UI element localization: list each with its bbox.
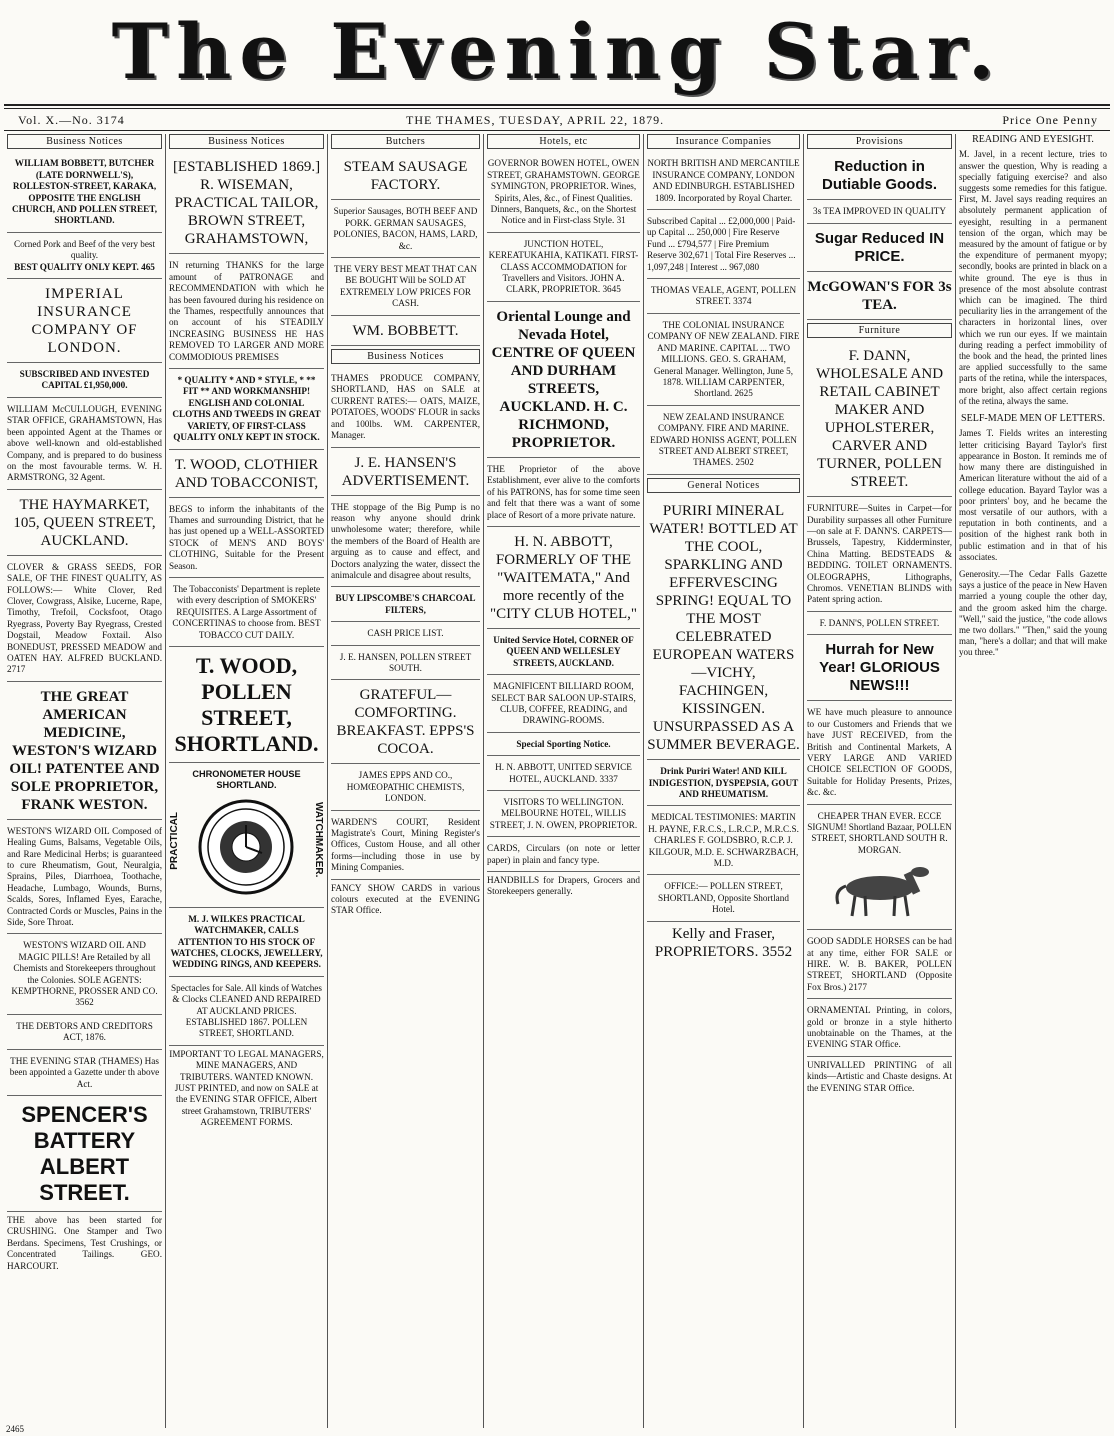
ad-ornamental-printing: ORNAMENTAL Printing, in colors, gold or bronze in a style hitherto unobtainable on the Thames, at the EVENING STAR Office. bbox=[807, 1002, 952, 1057]
ad-north-british: NORTH BRITISH AND MERCANTILE INSURANCE COMPANY, LONDON AND EDINBURGH. ESTABLISHED 1809. Incorporated by Royal Charter. bbox=[647, 155, 800, 210]
ad-abbott-signature: H. N. ABBOTT, UNITED SERVICE HOTEL, AUCKLAND. 3337 bbox=[487, 759, 640, 791]
business-notices-header: Business Notices bbox=[331, 349, 480, 364]
ad-hansen-signature: J. E. HANSEN, POLLEN STREET SOUTH. bbox=[331, 649, 480, 681]
ad-chronometer-house bbox=[169, 766, 324, 908]
ad-unrivalled-printing: UNRIVALLED PRINTING of all kinds—Artistic and Chaste designs. At the EVENING STAR Office. bbox=[807, 1059, 952, 1093]
ad-wiseman-quality: * QUALITY * AND * STYLE, * ** FIT ** AND WORKMANSHIP! ENGLISH AND COLONIAL CLOTHS AND TWEEDS IN GREAT VARIETY, OF FIRST-CLASS QUALITY ONLY KEPT IN STOCK. bbox=[169, 372, 324, 449]
ad-wood-signature: T. WOOD, POLLEN STREET, SHORTLAND. bbox=[169, 650, 324, 763]
column-5-header: Insurance Companies bbox=[647, 134, 800, 149]
ad-veale-agent: THOMAS VEALE, AGENT, POLLEN STREET. 3374 bbox=[647, 282, 800, 314]
ad-oriental-body: THE Proprietor of the above Establishment, ever alive to the comforts of his PATRONS, has for some time seen and felt that there was a want of some place of Resort of a more private nature. bbox=[487, 461, 640, 527]
ad-lipscombe-filters: BUY LIPSCOMBE'S CHARCOAL FILTERS, bbox=[331, 590, 480, 622]
ad-corned-pork-text: Corned Pork and Beef of the very best quality. bbox=[13, 238, 156, 261]
ad-tea-improved: 3s TEA IMPROVED IN QUALITY bbox=[807, 203, 952, 223]
ad-clover-seeds: CLOVER & GRASS SEEDS, FOR SALE, OF THE FINEST QUALITY, AS FOLLOWS:— White Clover, Red Clover, Cowgrass, Alsike, Lucerne, Rape, Timothy, Trefoil, Cocksfoot, Otago Ryegrass, Poverty Bay Ryegrass, Crested Dogstail, Meadow Foxtail. Also BONEDUST, PRESSED MEADOW and OATEN HAY. ALFRED BUCKLAND. 2717 bbox=[7, 559, 162, 682]
column-4 bbox=[484, 134, 644, 1428]
ad-debtors-act: THE DEBTORS AND CREDITORS ACT, 1876. bbox=[7, 1018, 162, 1050]
ad-haymarket: THE HAYMARKET, 105, QUEEN STREET, AUCKLAND. bbox=[7, 493, 162, 556]
ad-gazette-notice: THE EVENING STAR (THAMES) Has been appointed a Gazette under th above Act. bbox=[7, 1053, 162, 1096]
ad-subscribed-capital: SUBSCRIBED AND INVESTED CAPITAL £1,950,000. bbox=[7, 366, 162, 398]
ad-dutiable-goods: Reduction in Dutiable Goods. bbox=[807, 155, 952, 200]
ad-sugar-reduced: Sugar Reduced IN PRICE. bbox=[807, 227, 952, 272]
page-number: 2465 bbox=[6, 1424, 24, 1434]
ad-cards-circulars: CARDS, Circulars (on note or letter paper) in plain and fancy type. bbox=[487, 840, 640, 872]
ad-wizard-oil-title: THE GREAT AMERICAN MEDICINE, WESTON'S WIZARD OIL! PATENTEE AND SOLE PROPRIETOR, FRANK WESTON. bbox=[7, 685, 162, 820]
practical-vertical-label: PRACTICAL bbox=[169, 811, 180, 870]
columns-container bbox=[4, 134, 1110, 1428]
watchmaker-vertical-label: WATCHMAKER. bbox=[313, 801, 324, 878]
ad-puriri-water: PURIRI MINERAL WATER! BOTTLED AT THE COOL, SPARKLING AND EFFERVESCING SPRING! EQUAL TO THE MOST CELEBRATED EUROPEAN WATERS—VICHY, FACHINGEN, KISSINGEN. UNSURPASSED AS A SUMMER BEVERAGE. bbox=[647, 499, 800, 760]
ad-wiseman-body: IN returning THANKS for the large amount of PATRONAGE and RECOMMENDATION with which he has been favoured during his residence on the Thames, respectfully announces that on account of his STEADILY INCREASING BUSINESS HE HAS REMOVED TO LARGER AND MORE COMMODIOUS PREMISES bbox=[169, 257, 324, 369]
ad-spencers-battery: SPENCER'S BATTERY ALBERT STREET. bbox=[7, 1099, 162, 1212]
ad-legal-managers: IMPORTANT TO LEGAL MANAGERS, MINE MANAGERS, AND TRIBUTERS. WANTED KNOWN. JUST PRINTED, and now on SALE at the EVENING STAR OFFICE, Albert street Grahamstown, TRIBUTERS' AGREEMENT FORMS. bbox=[169, 1048, 324, 1128]
article-reading-eyesight-title: READING AND EYESIGHT. bbox=[972, 134, 1094, 145]
volume-number: Vol. X.—No. 3174 bbox=[18, 113, 125, 127]
ad-bobbett-butcher: WILLIAM BOBBETT, BUTCHER (LATE DORNWELL'S), ROLLESTON-STREET, KARAKA, OPPOSITE THE ENGLISH CHURCH, AND POLLEN STREET, SHORTLAND. bbox=[7, 155, 162, 232]
ad-capital-table: Subscribed Capital ... £2,000,000 | Paid-up Capital ... 250,000 | Fire Reserve Fund ... £794,577 | Fire Premium Reserve 302,671 | Total Fire Reserves ... 1,097,248 | Interest ... 967,080 bbox=[647, 213, 800, 279]
ad-spectacles: Spectacles for Sale. All kinds of Watches & Clocks CLEANED AND REPAIRED AT AUCKLAND PRICES. ESTABLISHED 1867. POLLEN STREET, SHORTLAND. bbox=[169, 980, 324, 1046]
ad-dann-cabinet: F. DANN, WHOLESALE AND RETAIL CABINET MAKER AND UPHOLSTERER, CARVER AND TURNER, POLLEN STREET. bbox=[807, 344, 952, 497]
ad-billiard-room: MAGNIFICENT BILLIARD ROOM, SELECT BAR SALOON UP-STAIRS, CLUB, COFFEE, READING, and DRAWING-ROOMS. bbox=[487, 678, 640, 733]
ad-wiseman-tailor: [ESTABLISHED 1869.] R. WISEMAN, PRACTICAL TAILOR, BROWN STREET, GRAHAMSTOWN, bbox=[169, 155, 324, 254]
ad-hansen-heading: J. E. HANSEN'S ADVERTISEMENT. bbox=[331, 451, 480, 496]
ad-governor-bowen: GOVERNOR BOWEN HOTEL, OWEN STREET, GRAHAMSTOWN. GEORGE SYMINGTON, PROPRIETOR. Wines, Spirits, Ales, &c., of Finest Qualities. Dinners, Banquets, &c., on the Shortest Notice and in First-class Style. 31 bbox=[487, 155, 640, 232]
ad-medical-testimonies: MEDICAL TESTIMONIES: MARTIN H. PAYNE, F.R.C.S., L.R.C.P., M.R.C.S. CHARLES F. GOLDSBRO, R.C.P. J. KILGOUR, M.D. E. SCHWARZBACH, M.D. bbox=[647, 809, 800, 875]
column-3 bbox=[328, 134, 484, 1428]
article-self-made-body: James T. Fields writes an interesting letter criticising Bayard Taylor's first appearance in Boston. It reminds me of how many there are distinguished in American literature without the aid of a college education. Bayard Taylor was a poor printers' boy, and he became the most versatile of our authors, with a reputation in both continents, and a position of the highest rank both in public estimation and in that of his associates. bbox=[959, 428, 1107, 562]
column-2 bbox=[166, 134, 328, 1428]
ad-new-year-body: WE have much pleasure to announce to our Customers and Friends that we have JUST RECEIVED, from the British and Continental Markets, A VERY LARGE AND VARIED CHOICE SELECTION OF GOODS, Suitable for Holiday Presents, Prizes, &c. &c. bbox=[807, 704, 952, 804]
column-6 bbox=[804, 134, 956, 1428]
ad-mcgowans-tea: McGOWAN'S FOR 3s TEA. bbox=[807, 275, 952, 320]
ad-new-year: Hurrah for New Year! GLORIOUS NEWS!!! bbox=[807, 638, 952, 701]
column-6-header: Provisions bbox=[807, 134, 952, 149]
watch-illustration bbox=[169, 792, 324, 902]
dateline-bar bbox=[6, 113, 1108, 129]
column-5 bbox=[644, 134, 804, 1428]
ad-melbourne-hotel: VISITORS TO WELLINGTON. MELBOURNE HOTEL, WILLIS STREET, J. N. OWEN, PROPRIETOR. bbox=[487, 794, 640, 837]
ad-hansen-body: THE stoppage of the Big Pump is no reason why anyone should drink unwholesome water; therefore, while the members of the Board of Health are arguing as to cause and effect, and Doctors analyzing the water, dissect the animalcule and disagree about results, bbox=[331, 499, 480, 588]
ad-mccullough-agent: WILLIAM McCULLOUGH, EVENING STAR OFFICE, GRAHAMSTOWN, Has been appointed Agent at the Thames or above well-known and old-established Company, and is prepared to do business on the most favourable terms. W. H. ARMSTRONG, 32 Agent. bbox=[7, 401, 162, 490]
column-3-header: Butchers bbox=[331, 134, 480, 149]
ad-show-cards: FANCY SHOW CARDS in various colours executed at the EVENING STAR Office. bbox=[331, 882, 480, 916]
ad-tobacconists: The Tobacconists' Department is replete with every description of SMOKERS' REQUISITES. A Large Assortment of CONCERTINAS to choose from. BEST TOBACCO CUT DAILY. bbox=[169, 581, 324, 647]
article-reading-eyesight-body: M. Javel, in a recent lecture, tries to answer the question, Why is reading a specially fatiguing exercise? and also suggests some remedies for this fatigue. First, M. Javel says reading requires an absolutely permanent application of eyesight, resulting in a permanent tension of the organ, which may be measured by the amount of fatigue or by the expenditure of permanent myopy; secondly, books are printed in black on a white ground. The eye is thus in presence of the most absolute contrast which can be imagined. The third peculiarity lies in the arrangement of the characters in horizontal lines, over which we run our eyes. If we maintain during reading a perfect immobility of the book and the head, the printed lines are applied successfully to the same parts of the retina, while the interspaces, more bright, also affect certain regions of the retina, always the same. bbox=[959, 149, 1107, 406]
watch-dial-icon bbox=[196, 797, 296, 897]
chronometer-title: CHRONOMETER HOUSE SHORTLAND. bbox=[192, 768, 301, 791]
dateline-rule bbox=[4, 130, 1110, 131]
newspaper-title: The Evening Star. bbox=[111, 7, 1003, 96]
ad-wardens-court: WARDEN'S COURT, Resident Magistrate's Court, Mining Register's Offices, Custom House, and all other forms—including those in use by Mining Companies. bbox=[331, 814, 480, 880]
ad-epps-cocoa: GRATEFUL—COMFORTING. BREAKFAST. EPPS'S COCOA. bbox=[331, 683, 480, 764]
ad-wilkes-watchmaker: M. J. WILKES PRACTICAL WATCHMAKER, CALLS ATTENTION TO HIS STOCK OF WATCHES, CLOCKS, JEWELLERY, WEDDING RINGS, AND KEEPERS. bbox=[169, 911, 324, 977]
ad-oriental-lounge: Oriental Lounge and Nevada Hotel, CENTRE OF QUEEN AND DURHAM STREETS, AUCKLAND. H. C. RICHMOND, PROPRIETOR. bbox=[487, 305, 640, 458]
ad-junction-hotel: JUNCTION HOTEL, KEREATUKAHIA, KATIKATI. FIRST-CLASS ACCOMMODATION for Travellers and Visitors. JOHN A. CLARK, PROPRIETOR. 3645 bbox=[487, 236, 640, 302]
ad-shortland-bazaar bbox=[807, 808, 952, 931]
column-7 bbox=[956, 134, 1110, 1428]
ad-abbott: H. N. ABBOTT, FORMERLY OF THE "WAITEMATA," And more recently of the "CITY CLUB HOTEL," bbox=[487, 530, 640, 629]
ad-drink-puriri: Drink Puriri Water! AND KILL INDIGESTION, DYSPEPSIA, GOUT AND RHEUMATISM. bbox=[647, 763, 800, 806]
price: Price One Penny bbox=[1002, 113, 1098, 127]
ad-kelly-fraser: Kelly and Fraser, PROPRIETORS. 3552 bbox=[654, 925, 793, 960]
column-1-header: Business Notices bbox=[7, 134, 162, 149]
ad-superior-sausages: Superior Sausages, BOTH BEEF AND PORK. GERMAN SAUSAGES, POLONIES, BACON, HAMS, LARD, &c. bbox=[331, 203, 480, 258]
ad-magic-pills: WESTON'S WIZARD OIL AND MAGIC PILLS! Are Retailed by all Chemists and Storekeepers throughout the Colonies. SOLE AGENTS: KEMPTHORNE, PROSSER AND CO. 3562 bbox=[7, 937, 162, 1014]
horse-illustration-icon bbox=[820, 860, 940, 920]
ad-handbills: HANDBILLS for Drapers, Grocers and Storekeepers generally. bbox=[487, 875, 640, 897]
ad-dann-signature: F. DANN'S, POLLEN STREET. bbox=[807, 615, 952, 635]
ad-imperial-insurance: IMPERIAL INSURANCE COMPANY OF LONDON. bbox=[7, 282, 162, 363]
column-4-header: Hotels, etc bbox=[487, 134, 640, 149]
general-notices-header: General Notices bbox=[647, 478, 800, 493]
ad-nz-insurance: NEW ZEALAND INSURANCE COMPANY. FIRE AND MARINE. EDWARD HONISS AGENT, POLLEN STREET AND ALBERT STREET, THAMES. 2502 bbox=[647, 409, 800, 475]
ad-saddle-horses: GOOD SADDLE HORSES can be had at any time, either FOR SALE or HIRE. W. B. BAKER, POLLEN STREET, SHORTLAND (Opposite Fox Bros.) 2177 bbox=[807, 933, 952, 999]
ad-wood-body: BEGS to inform the inhabitants of the Thames and surrounding District, that he has just opened up a WELL-ASSORTED STOCK of MEN'S AND BOYS' CLOTHING, Suitable for the Present Season. bbox=[169, 501, 324, 578]
ad-sausage-factory: STEAM SAUSAGE FACTORY. bbox=[331, 155, 480, 200]
article-generosity: Generosity.—The Cedar Falls Gazette says a justice of the peace in New Haven married a young couple the other day, and the groom asked him the charge. "Well," said the justice, "the code allows me two dollars." "Then," said the young man, "here's a dollar; and that will make you three." bbox=[959, 568, 1107, 658]
ad-wm-bobbett: WM. BOBBETT. bbox=[331, 319, 480, 346]
ad-puriri-office: OFFICE:— POLLEN STREET, SHORTLAND, Opposite Shortland Hotel. bbox=[647, 878, 800, 921]
ad-best-meat: THE VERY BEST MEAT THAT CAN BE BOUGHT Will be SOLD AT EXTREMELY LOW PRICES FOR CASH. bbox=[331, 261, 480, 316]
masthead-rule-bottom bbox=[4, 108, 1110, 109]
ad-united-service: United Service Hotel, CORNER OF QUEEN AND WELLESLEY STREETS, AUCKLAND. bbox=[487, 632, 640, 675]
issue-date: THE THAMES, TUESDAY, APRIL 22, 1879. bbox=[406, 113, 665, 127]
column-2-header: Business Notices bbox=[169, 134, 324, 149]
ad-wizard-oil-body: WESTON'S WIZARD OIL Composed of Healing Gums, Balsams, Vegetable Oils, and Rare Medicinal Herbs; is guaranteed to cure Rheumatism, Gout, Neuralgia, Sprains, Piles, Diarrhoea, Toothache, Headache, Lumbago, Wounds, Burns, Scalds, Sores, Inflamed Eyes, Earache, Contracted Cords or Muscles, Pains in the Side, Sore Throat. bbox=[7, 823, 162, 935]
ad-best-quality: BEST QUALITY ONLY KEPT. 465 bbox=[14, 261, 155, 272]
masthead-rule-top bbox=[4, 104, 1110, 106]
ad-wood-clothier: T. WOOD, CLOTHIER AND TOBACCONIST, bbox=[169, 453, 324, 498]
ad-battery-body: THE above has been started for CRUSHING. One Stamper and Two Berdans. Specimens, Test Crushings, or Concentrated Tailings. GEO. HARCOURT. bbox=[7, 1214, 162, 1271]
ad-sporting-notice: Special Sporting Notice. bbox=[487, 736, 640, 756]
bazaar-text: CHEAPER THAN EVER. ECCE SIGNUM! Shortland Bazaar, POLLEN STREET, SHORTLAND SOUTH R. MORGAN. bbox=[807, 810, 952, 855]
ad-corned-pork bbox=[7, 236, 162, 279]
ad-dann-body: FURNITURE—Suites in Carpet—for Durability surpasses all other Furniture—on sale at F. DANN'S. CARPETS—Brussels, Tapestry, Kidderminster, China Matting. BEDSTEADS & BEDDING. TOILET ORNAMENTS. OLEOGRAPHS, Lithographs, Chromos. VENETIAN BLINDS with Patent spring action. bbox=[807, 500, 952, 612]
ad-cash-price-list: CASH PRICE LIST. bbox=[331, 625, 480, 645]
ad-epps-chemists: JAMES EPPS AND CO., HOMŒOPATHIC CHEMISTS, LONDON. bbox=[331, 767, 480, 810]
masthead bbox=[0, 0, 1114, 112]
column-1 bbox=[4, 134, 166, 1428]
ad-thames-produce: THAMES PRODUCE COMPANY, SHORTLAND, HAS on SALE at CURRENT RATES:— OATS, MAIZE, POTATOES, WOODS' FLOUR in sacks and 100lbs. WM. CARPENTER, Manager. bbox=[331, 370, 480, 447]
article-self-made-title: SELF-MADE MEN OF LETTERS. bbox=[961, 413, 1105, 425]
ad-colonial-insurance: THE COLONIAL INSURANCE COMPANY OF NEW ZEALAND. FIRE AND MARINE. CAPITAL ... TWO MILLIONS. GEO. S. GRAHAM, General Manager. Wellington, June 5, 1878. WILLIAM CARPENTER, Shortland. 2625 bbox=[647, 317, 800, 406]
furniture-header: Furniture bbox=[807, 323, 952, 338]
